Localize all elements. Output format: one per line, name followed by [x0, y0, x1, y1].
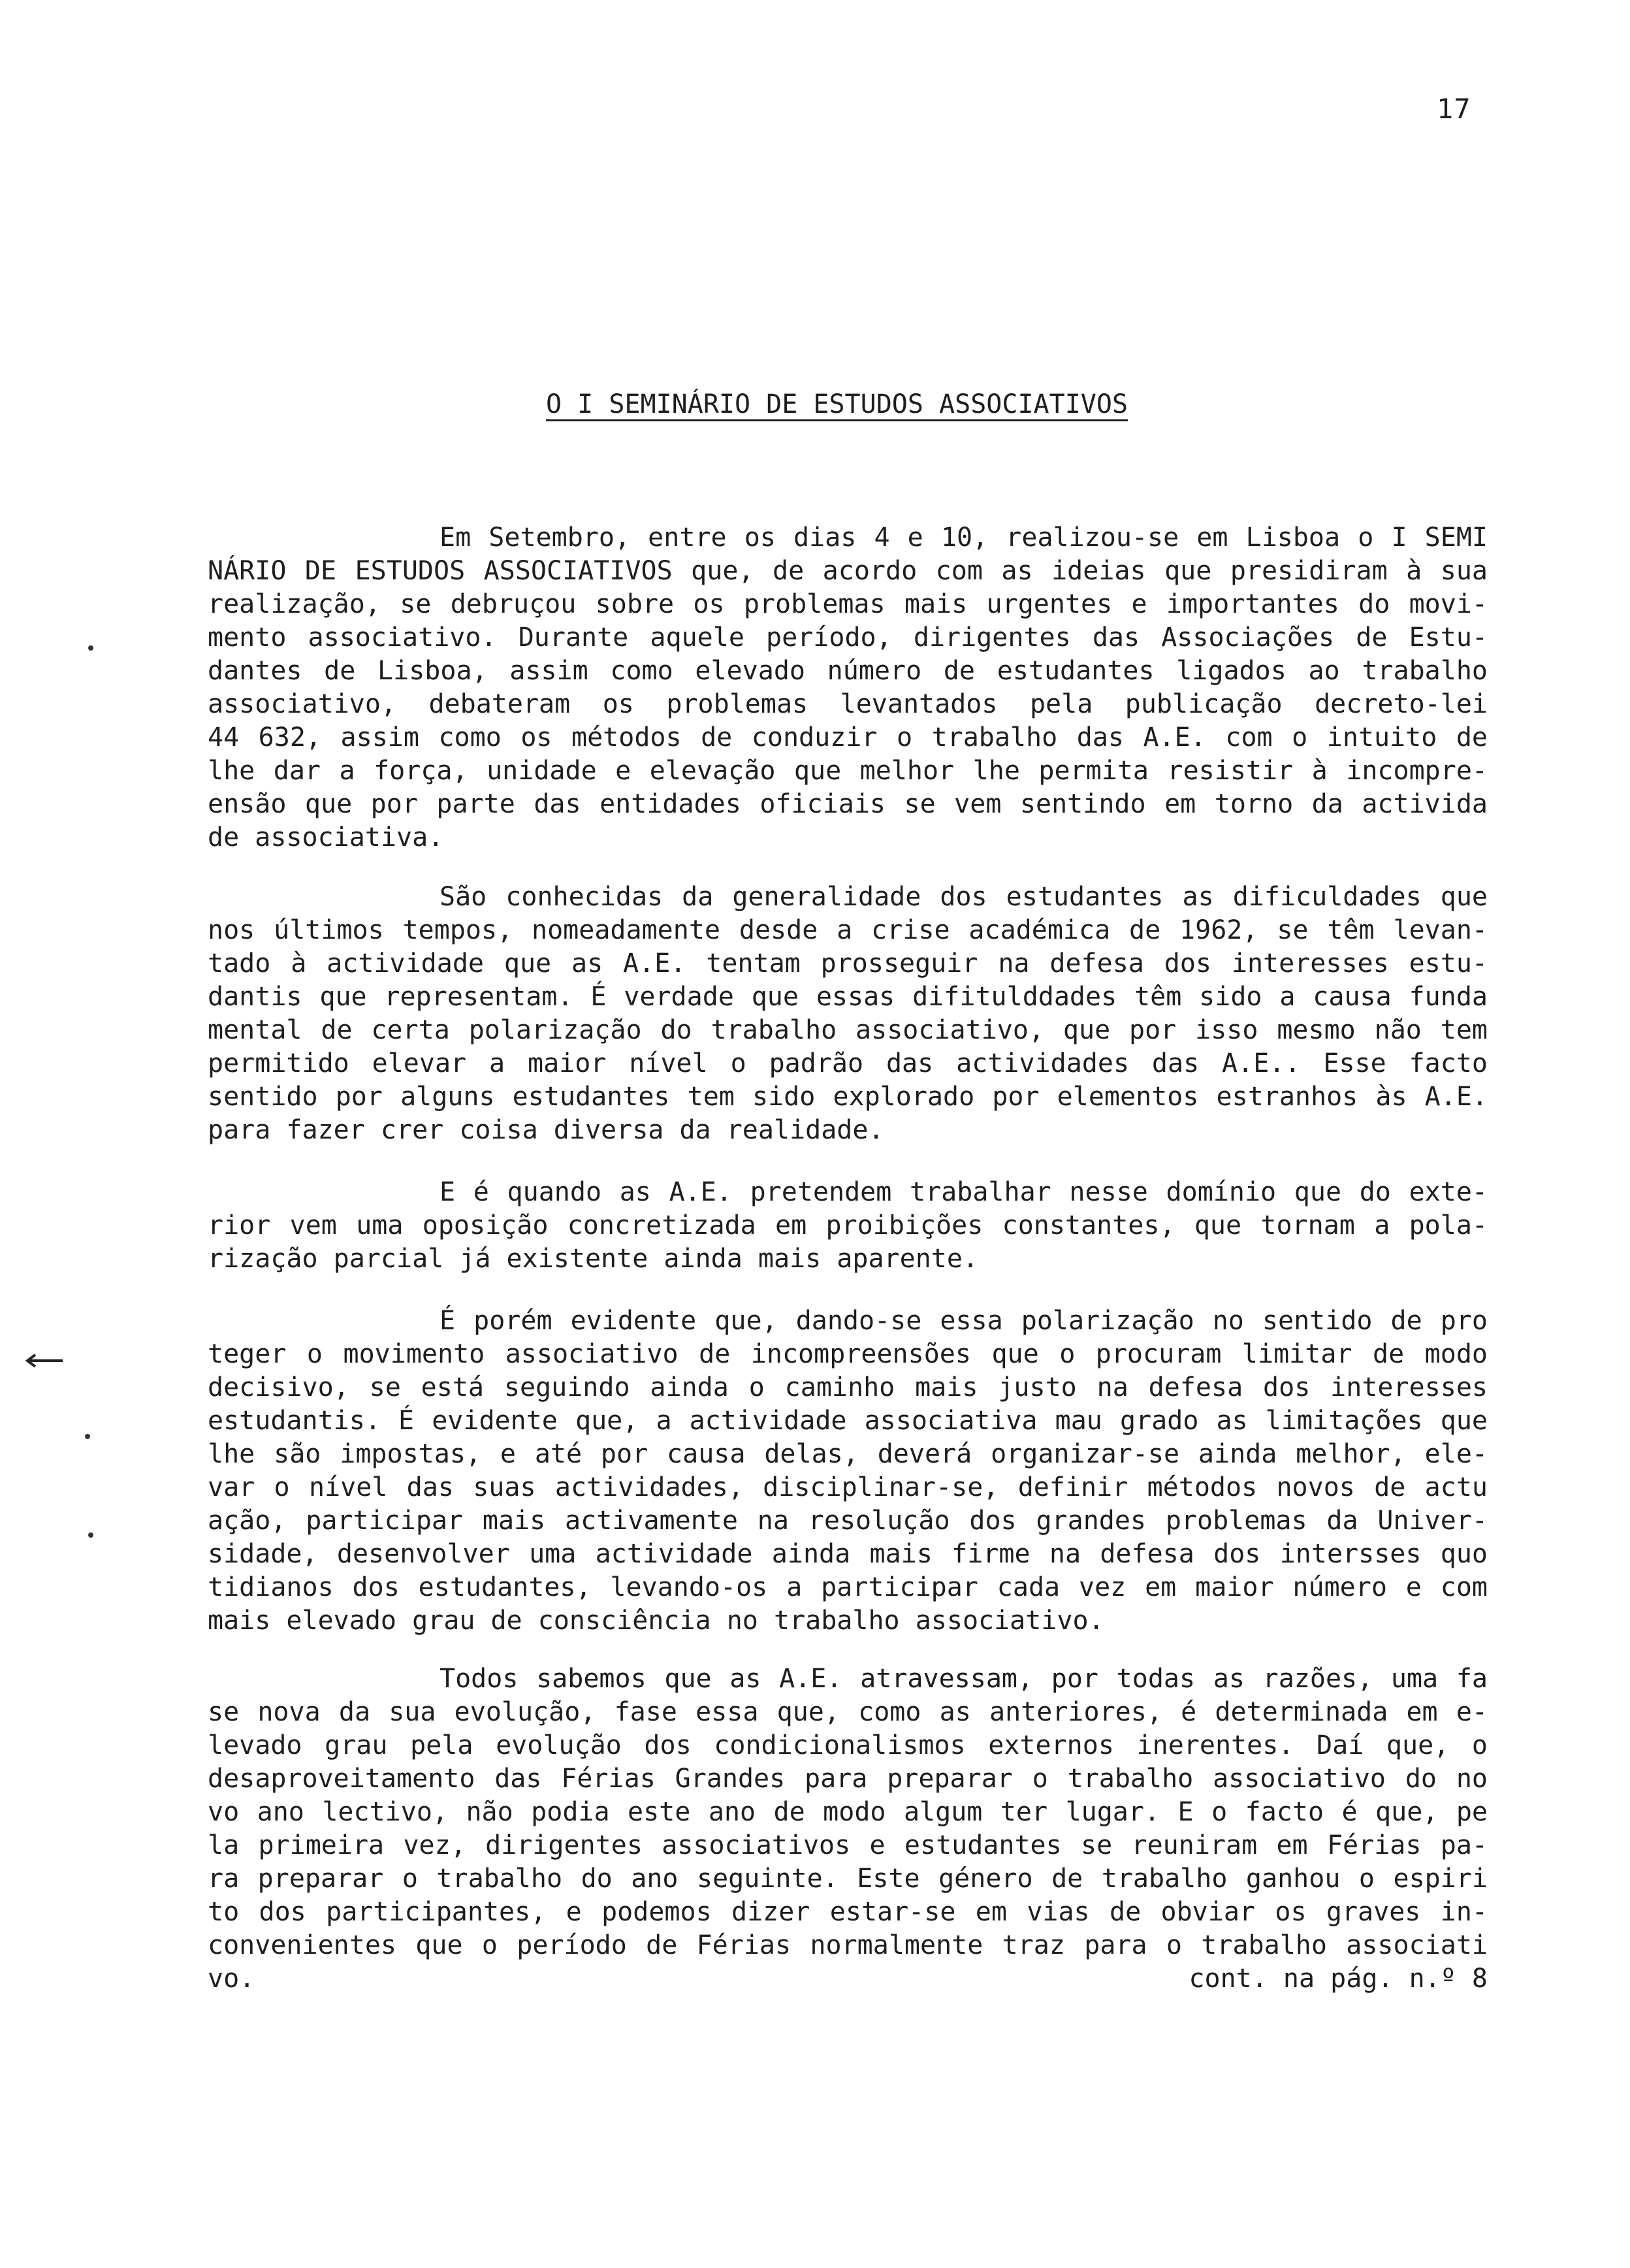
text-line: associativo, debateram os problemas levantados pela publicação decreto-lei — [208, 689, 1488, 719]
text-line: se nova da sua evolução, fase essa que, como as anteriores, é determinada em e- — [208, 1697, 1488, 1727]
text-line: nos últimos tempos, nomeadamente desde a crise académica de 1962, se têm levan- — [208, 915, 1488, 945]
text-line: la primeira vez, dirigentes associativos e estudantes se reuniram em Férias pa- — [208, 1830, 1488, 1860]
text-line: mental de certa polarização do trabalho associativo, que por isso mesmo não tem — [208, 1015, 1488, 1045]
text-line: var o nível das suas actividades, disciplinar-se, definir métodos novos de actu — [208, 1472, 1488, 1502]
text-line: sidade, desenvolver uma actividade ainda mais firme na defesa dos intersses quo — [208, 1539, 1488, 1569]
continuation-note: cont. na pág. n.º 8 — [1189, 1964, 1488, 1994]
text-line: de associativa. — [208, 822, 444, 852]
text-line: dantis que representam. É verdade que essas difitulddades têm sido a causa funda — [208, 982, 1488, 1012]
text-line: estudantis. É evidente que, a actividade associativa mau grado as limitações que — [208, 1406, 1488, 1436]
text-line: sentido por alguns estudantes tem sido explorado por elementos estranhos às A.E. — [208, 1082, 1488, 1112]
text-line: permitido elevar a maior nível o padrão das actividades das A.E.. Esse facto — [208, 1048, 1488, 1078]
text-line: to dos participantes, e podemos dizer estar-se em vias de obviar os graves in- — [208, 1897, 1488, 1927]
final-line — [208, 1962, 1488, 1996]
text-line: tidianos dos estudantes, levando-os a participar cada vez em maior número e com — [208, 1572, 1488, 1602]
paragraph-5 — [208, 1662, 1488, 1996]
text-line: É porém evidente que, dando-se essa polarização no sentido de pro — [439, 1306, 1488, 1336]
text-line: Todos sabemos que as A.E. atravessam, por todas as razões, uma fa — [439, 1664, 1488, 1694]
text-line: mento associativo. Durante aquele período, dirigentes das Associações de Estu- — [208, 623, 1488, 653]
text-line: para fazer crer coisa diversa da realidade. — [208, 1115, 884, 1145]
text-line: ação, participar mais activamente na resolução dos grandes problemas da Univer- — [208, 1506, 1488, 1536]
text-line: vo ano lectivo, não podia este ano de modo algum ter lugar. E o facto é que, pe — [208, 1797, 1488, 1827]
paragraph-2 — [208, 881, 1488, 1147]
text-line: dantes de Lisboa, assim como elevado número de estudantes ligados ao trabalho — [208, 656, 1488, 686]
text-line: teger o movimento associativo de incompreensões que o procuram limitar de modo — [208, 1339, 1488, 1369]
text-line: rior vem uma oposição concretizada em proibições constantes, que tornam a pola- — [208, 1210, 1488, 1240]
text-line: ra preparar o trabalho do ano seguinte. Este género de trabalho ganhou o espiri — [208, 1864, 1488, 1894]
text-line: Em Setembro, entre os dias 4 e 10, realizou-se em Lisboa o I SEMI — [439, 523, 1488, 553]
final-line-text: vo. — [208, 1964, 255, 1994]
text-line: tado à actividade que as A.E. tentam prosseguir na defesa dos interesses estu- — [208, 948, 1488, 979]
text-line: levado grau pela evolução dos condicionalismos externos inerentes. Daí que, o — [208, 1730, 1488, 1760]
page-title: O I SEMINÁRIO DE ESTUDOS ASSOCIATIVOS — [546, 389, 1128, 419]
margin-dot — [88, 1532, 93, 1538]
text-line: E é quando as A.E. pretendem trabalhar nesse domínio que do exte- — [439, 1177, 1488, 1207]
text-line: NÁRIO DE ESTUDOS ASSOCIATIVOS que, de acordo com as ideias que presidiram à sua — [208, 556, 1488, 586]
text-line: convenientes que o período de Férias normalmente traz para o trabalho associati — [208, 1930, 1488, 1960]
text-line: ensão que por parte das entidades oficiais se vem sentindo em torno da activida — [208, 789, 1488, 819]
text-line: 44 632, assim como os métodos de conduzir o trabalho das A.E. com o intuito de — [208, 722, 1488, 753]
text-line: rização parcial já existente ainda mais aparente. — [208, 1244, 979, 1274]
margin-arrow-icon — [25, 1353, 64, 1368]
text-line: São conhecidas da generalidade dos estudantes as dificuldades que — [439, 882, 1488, 912]
margin-dot — [88, 645, 93, 651]
paragraph-4 — [208, 1304, 1488, 1638]
text-line: mais elevado grau de consciência no trabalho associativo. — [208, 1606, 1104, 1636]
paragraph-3 — [208, 1176, 1488, 1276]
text-line: desaproveitamento das Férias Grandes para preparar o trabalho associativo do no — [208, 1764, 1488, 1794]
text-line: lhe dar a força, unidade e elevação que melhor lhe permita resistir à incompre- — [208, 756, 1488, 786]
paragraph-1 — [208, 521, 1488, 854]
text-line: lhe são impostas, e até por causa delas, deverá organizar-se ainda melhor, ele- — [208, 1439, 1488, 1469]
text-line: decisivo, se está seguindo ainda o caminho mais justo na defesa dos interesses — [208, 1372, 1488, 1402]
page-number: 17 — [1437, 93, 1471, 125]
text-line: realização, se debruçou sobre os problemas mais urgentes e importantes do movi- — [208, 589, 1488, 619]
margin-dot — [85, 1434, 90, 1439]
